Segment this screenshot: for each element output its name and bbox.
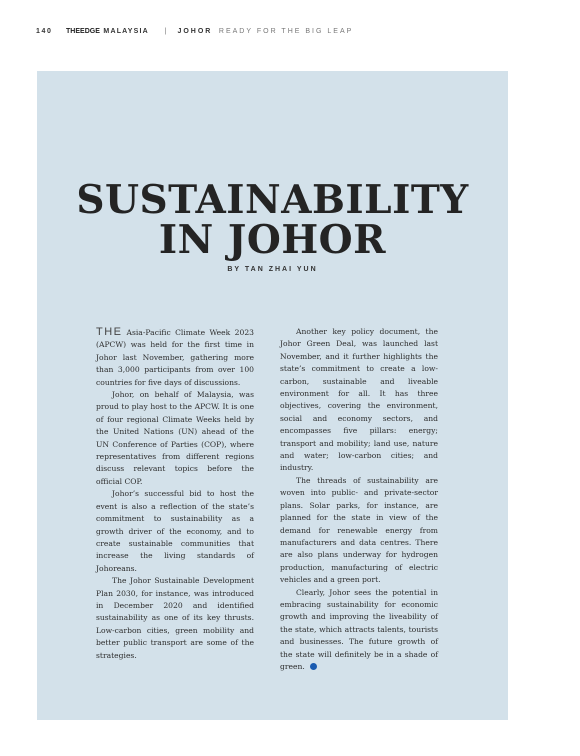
paragraph-text: Clearly, Johor sees the potential in embracing sustainability for economic growth and improving the liveability of the state, which attracts talents, tourists and businesses. The future growth of the state will definitely be in a shade of green. [280, 587, 438, 671]
paragraph-text: Asia-Pacific Climate Week 2023 (APCW) was held for the first time in Johor last November, gathering more than 3,000 participants from over 100 countries for five days of discussions. [96, 328, 254, 387]
paragraph: Johor, on behalf of Malaysia, was proud to play host to the APCW. It is one of four regional Climate Weeks held by the United Nations (UN) ahead of the UN Conference of Parties (COP), where representatives from different regions discuss relevant topics before the official COP. [96, 390, 254, 486]
end-of-article-dot-icon [310, 663, 317, 670]
drop-cap: THE [96, 326, 123, 338]
section-name: JOHOR [177, 28, 213, 35]
paragraph: Another key policy document, the Johor Green Deal, was launched last November, and it further highlights the state’s commitment to create a low-carbon, sustainable and liveable environment for all. It has three objectives, covering the environment, social and economy sectors, and encompasses five pillars: energy; transport and mobility; land use, nature and water; low-carbon cities; and industry. [280, 327, 438, 473]
article-title [37, 177, 508, 263]
header-separator: | [164, 28, 168, 35]
section-subtitle: READY FOR THE BIG LEAP [218, 28, 354, 35]
running-head [36, 28, 353, 35]
paragraph: Johor’s successful bid to host the event is also a reflection of the state’s commitment to sustainability as a growth driver of the economy, and to create sustainable communities that increase the living standards of Johoreans. [96, 489, 254, 573]
publication-country: MALAYSIA [103, 28, 149, 35]
paragraph [280, 587, 438, 674]
page-number: 140 [36, 28, 53, 35]
title-line-2: IN JOHOR [158, 217, 387, 263]
paragraph: The threads of sustainability are woven into public- and private-sector plans. Solar parks, for instance, are planned for the state in view of the demand for renewable energy from manufacturers and data centres. There are also plans underway for hydrogen production, manufacturing of electric vehicles and a green port. [280, 475, 438, 585]
paragraph [96, 326, 254, 389]
publication-logo: THEEDGE [66, 28, 100, 35]
left-column [96, 326, 254, 662]
paragraph: The Johor Sustainable Development Plan 2030, for instance, was introduced in December 2020 and identified sustainability as one of its key thrusts. Low-carbon cities, green mobility and better public transport are some of the strategies. [96, 576, 254, 660]
right-column [280, 326, 438, 673]
byline: BY TAN ZHAI YUN [227, 266, 318, 273]
title-line-1: SUSTAINABILITY [76, 177, 469, 223]
